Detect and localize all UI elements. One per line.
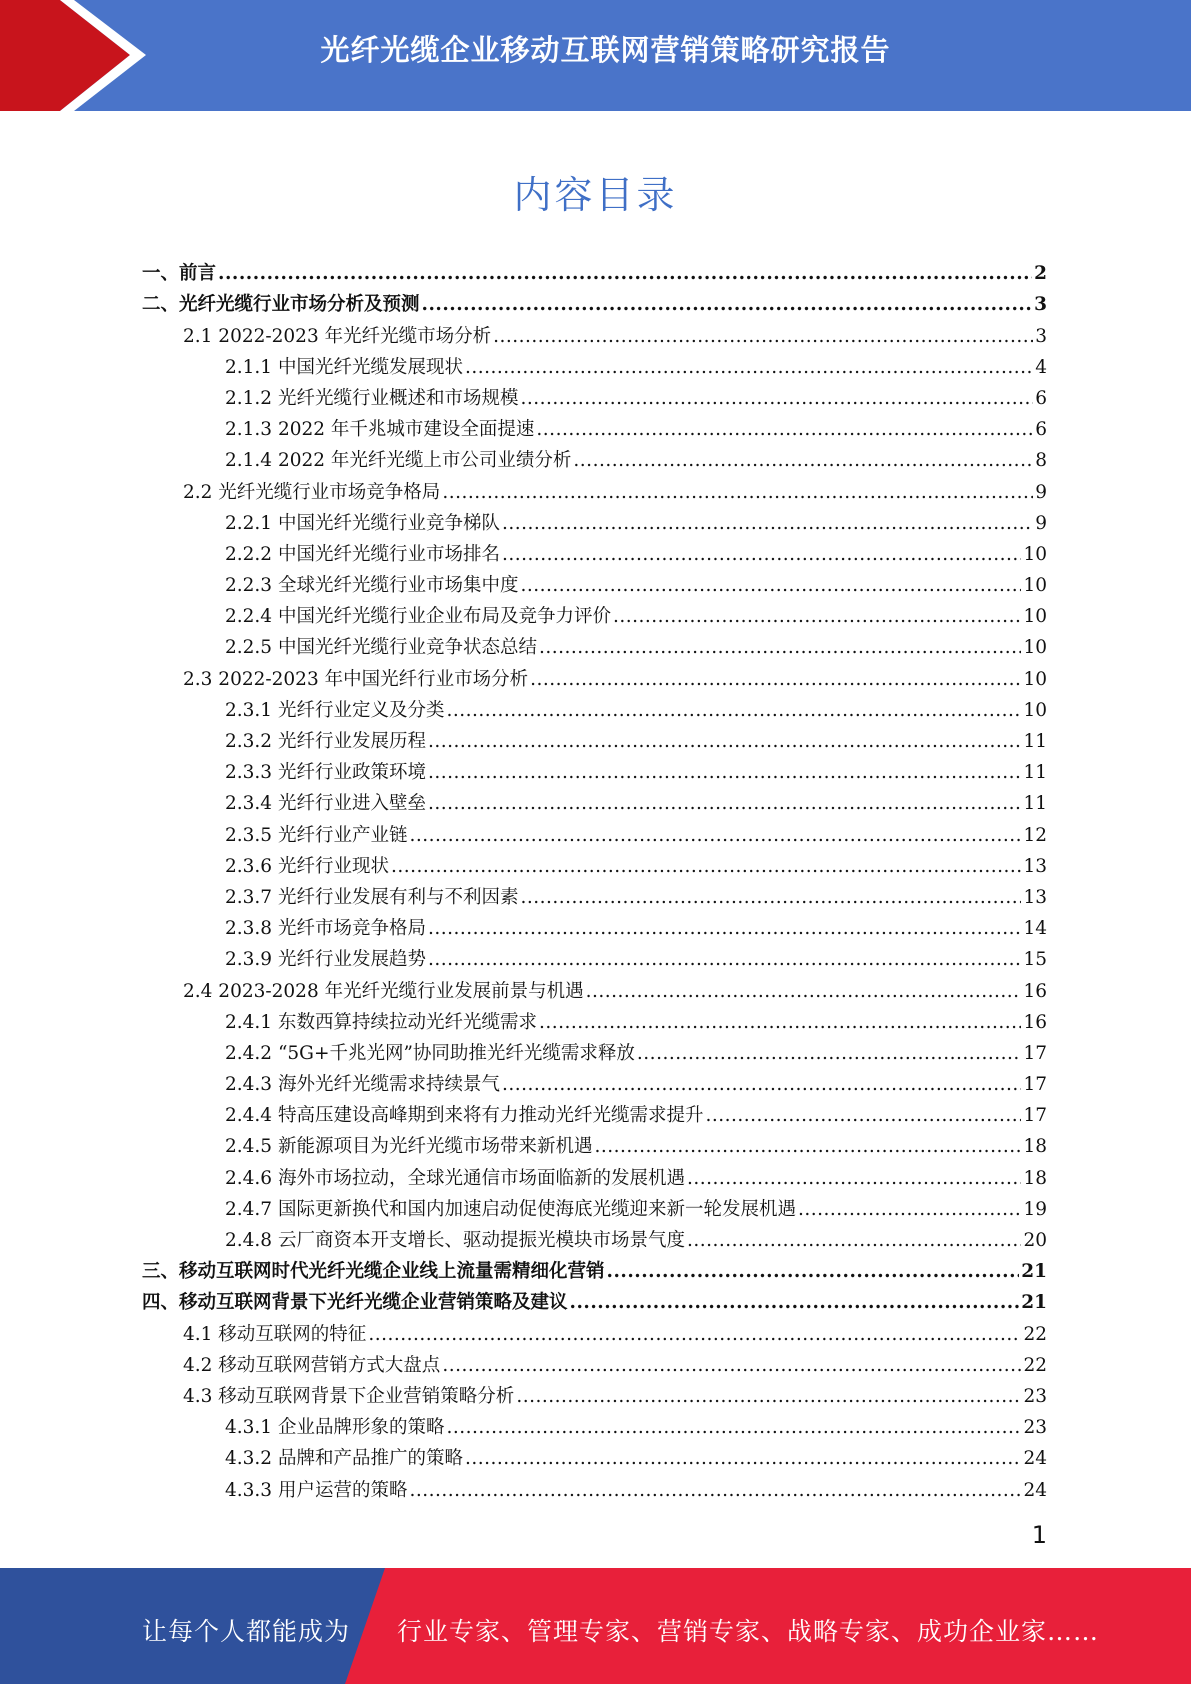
toc-entry-page: 9	[1035, 481, 1047, 503]
toc-entry[interactable]	[142, 878, 1047, 909]
toc-entry-label: 2.4.7 国际更新换代和国内加速启动促使海底光缆迎来新一轮发展机遇	[225, 1198, 796, 1220]
toc-entry[interactable]	[142, 535, 1047, 566]
toc-entry-page: 17	[1023, 1074, 1047, 1096]
toc-leader-dots	[705, 1105, 1021, 1127]
toc-entry[interactable]	[142, 1252, 1047, 1283]
toc-entry-label: 2.3.2 光纤行业发展历程	[225, 731, 426, 752]
toc-entry-label: 2.3.3 光纤行业政策环境	[225, 762, 426, 784]
toc-leader-dots	[502, 544, 1021, 566]
toc-entry-page: 13	[1023, 855, 1047, 877]
toc-entry-page: 10	[1023, 543, 1047, 565]
toc-leader-dots	[530, 669, 1021, 691]
toc-entry-label: 二、光纤光缆行业市场分析及预测	[142, 294, 420, 316]
toc-leader-dots	[798, 1199, 1021, 1221]
toc-entry[interactable]	[142, 1065, 1047, 1096]
toc-entry[interactable]	[142, 1096, 1047, 1127]
toc-entry[interactable]	[142, 1408, 1047, 1439]
toc-entry-label: 2.3 2022-2023 年中国光纤行业市场分析	[183, 668, 529, 690]
toc-entry-page: 10	[1023, 637, 1047, 659]
toc-entry-label: 2.2.5 中国光纤光缆行业竞争状态总结	[225, 637, 537, 659]
toc-entry-page: 4	[1035, 356, 1047, 378]
toc-leader-dots	[502, 1074, 1021, 1096]
toc-entry[interactable]	[142, 316, 1047, 347]
toc-entry-label: 2.1.3 2022 年千兆城市建设全面提速	[225, 419, 535, 441]
toc-entry-label: 2.1 2022-2023 年光纤光缆市场分析	[183, 325, 492, 347]
toc-leader-dots	[442, 482, 1033, 504]
toc-entry-label: 2.3.6 光纤行业现状	[225, 855, 389, 877]
toc-entry[interactable]	[142, 566, 1047, 597]
toc-entry-page: 10	[1023, 606, 1047, 628]
toc-leader-dots	[428, 731, 1021, 753]
toc-entry-page: 23	[1023, 1417, 1047, 1439]
toc-entry[interactable]	[142, 1221, 1047, 1252]
toc-leader-dots	[520, 575, 1021, 597]
toc-entry-label: 2.3.1 光纤行业定义及分类	[225, 699, 445, 721]
toc-entry-page: 19	[1023, 1198, 1047, 1220]
toc-entry-label: 2.3.7 光纤行业发展有利与不利因素	[225, 886, 519, 908]
toc-leader-dots	[520, 388, 1033, 410]
toc-entry[interactable]	[142, 940, 1047, 971]
toc-entry-page: 11	[1023, 762, 1047, 784]
toc-leader-dots	[218, 263, 1032, 285]
toc-entry-page: 6	[1035, 387, 1047, 409]
footer-slogan-left: 让每个人都能成为	[142, 1617, 351, 1646]
toc-entry-label: 4.3.2 品牌和产品推广的策略	[225, 1448, 463, 1470]
toc-entry-label: 2.3.9 光纤行业发展趋势	[225, 949, 426, 971]
toc-entry-page: 23	[1023, 1385, 1047, 1407]
toc-entry[interactable]	[142, 410, 1047, 441]
toc-entry-page: 2	[1034, 263, 1047, 285]
toc-leader-dots	[493, 326, 1033, 348]
toc-leader-dots	[442, 1355, 1021, 1377]
toc-entry-label: 四、移动互联网背景下光纤光缆企业营销策略及建议	[142, 1292, 568, 1314]
toc-leader-dots	[613, 606, 1021, 628]
toc-entry-label: 一、前言	[142, 263, 217, 285]
toc-entry-label: 2.4 2023-2028 年光纤光缆行业发展前景与机遇	[183, 980, 584, 1002]
toc-entry-page: 21	[1021, 1261, 1047, 1283]
toc-entry-label: 2.2 光纤光缆行业市场竞争格局	[183, 481, 441, 503]
toc-entry-label: 2.4.8 云厂商资本开支增长、驱动提振光模块市场景气度	[225, 1230, 685, 1251]
toc-entry-label: 4.3.1 企业品牌形象的策略	[225, 1417, 445, 1439]
report-title: 光纤光缆企业移动互联网营销策略研究报告	[320, 33, 891, 67]
toc-leader-dots	[687, 1168, 1021, 1190]
toc-entry[interactable]	[142, 659, 1047, 690]
toc-entry-label: 4.3 移动互联网背景下企业营销策略分析	[183, 1385, 515, 1407]
toc-entry[interactable]	[142, 1283, 1047, 1314]
toc-entry[interactable]	[142, 909, 1047, 940]
toc-entry-page: 18	[1023, 1136, 1047, 1158]
toc-entry-label: 4.1 移动互联网的特征	[183, 1323, 367, 1345]
toc-entry-label: 2.1.2 光纤光缆行业概述和市场规模	[225, 387, 519, 409]
toc-entry[interactable]	[142, 1470, 1047, 1501]
toc-entry-label: 2.1.1 中国光纤光缆发展现状	[225, 356, 463, 378]
toc-leader-dots	[607, 1261, 1020, 1283]
toc-entry[interactable]	[142, 847, 1047, 878]
toc-entry[interactable]	[142, 472, 1047, 503]
footer-slogan-right: 行业专家、管理专家、营销专家、战略专家、成功企业家……	[397, 1617, 1100, 1646]
toc-entry-label: 2.4.2 “5G+千兆光网”协同助推光纤光缆需求释放	[225, 1042, 635, 1064]
toc-heading: 内容目录	[513, 173, 678, 217]
toc-entry-label: 2.4.3 海外光纤光缆需求持续景气	[225, 1074, 500, 1096]
toc-entry-page: 24	[1023, 1448, 1047, 1470]
toc-entry[interactable]	[142, 753, 1047, 784]
toc-entry-label: 2.3.5 光纤行业产业链	[225, 824, 408, 846]
toc-leader-dots	[536, 419, 1033, 441]
toc-entry-label: 2.3.4 光纤行业进入壁垒	[225, 793, 426, 815]
toc-entry-label: 2.4.4 特高压建设高峰期到来将有力推动光纤光缆需求提升	[225, 1105, 704, 1127]
toc-leader-dots	[428, 762, 1021, 784]
toc-entry[interactable]	[142, 815, 1047, 846]
toc-leader-dots	[586, 981, 1022, 1003]
toc-leader-dots	[539, 637, 1021, 659]
toc-leader-dots	[409, 1480, 1021, 1502]
toc-entry-label: 2.2.4 中国光纤光缆行业企业布局及竞争力评价	[225, 606, 611, 628]
toc-leader-dots	[422, 294, 1033, 316]
toc-leader-dots	[594, 1136, 1021, 1158]
toc-entry-page: 17	[1023, 1105, 1047, 1127]
toc-entry-page: 9	[1035, 512, 1047, 534]
header-band	[0, 0, 1191, 111]
toc-entry-label: 2.2.2 中国光纤光缆行业市场排名	[225, 543, 500, 565]
toc-leader-dots	[573, 450, 1033, 472]
table-of-contents	[142, 254, 1047, 1502]
toc-entry-page: 10	[1023, 668, 1047, 690]
toc-leader-dots	[520, 887, 1021, 909]
toc-entry-page: 8	[1035, 450, 1047, 472]
toc-entry[interactable]	[142, 628, 1047, 659]
toc-entry-page: 18	[1023, 1167, 1047, 1189]
toc-entry-page: 10	[1023, 699, 1047, 721]
toc-leader-dots	[516, 1386, 1021, 1408]
toc-entry-page: 3	[1035, 325, 1047, 347]
toc-entry-page: 21	[1021, 1292, 1047, 1314]
toc-entry[interactable]	[142, 1346, 1047, 1377]
toc-entry[interactable]	[142, 1314, 1047, 1345]
toc-entry-page: 22	[1023, 1323, 1047, 1345]
toc-entry[interactable]	[142, 1127, 1047, 1158]
toc-entry-page: 15	[1023, 949, 1047, 971]
toc-entry-label: 4.2 移动互联网营销方式大盘点	[183, 1354, 441, 1376]
toc-entry-page: 24	[1023, 1479, 1047, 1501]
toc-leader-dots	[465, 1448, 1021, 1470]
toc-entry-page: 6	[1035, 419, 1047, 441]
toc-entry-page: 12	[1023, 824, 1047, 846]
page-number: 1	[1031, 1521, 1047, 1549]
toc-entry[interactable]	[142, 722, 1047, 753]
toc-entry-label: 2.4.6 海外市场拉动，全球光通信市场面临新的发展机遇	[225, 1167, 685, 1189]
toc-entry[interactable]	[142, 784, 1047, 815]
toc-entry[interactable]	[142, 1003, 1047, 1034]
toc-entry-label: 2.3.8 光纤市场竞争格局	[225, 918, 426, 940]
toc-entry[interactable]	[142, 597, 1047, 628]
toc-leader-dots	[570, 1292, 1020, 1314]
toc-entry-label: 2.2.1 中国光纤光缆行业竞争梯队	[225, 512, 500, 534]
toc-leader-dots	[428, 918, 1021, 940]
toc-leader-dots	[368, 1324, 1021, 1346]
toc-entry-page: 11	[1023, 793, 1047, 815]
toc-leader-dots	[539, 1012, 1021, 1034]
toc-entry[interactable]	[142, 971, 1047, 1002]
toc-entry-label: 三、移动互联网时代光纤光缆企业线上流量需精细化营销	[142, 1261, 605, 1283]
toc-entry[interactable]	[142, 504, 1047, 535]
toc-entry-label: 2.4.5 新能源项目为光纤光缆市场带来新机遇	[225, 1136, 593, 1158]
toc-leader-dots	[428, 949, 1021, 971]
toc-leader-dots	[428, 793, 1021, 815]
toc-entry-page: 10	[1023, 575, 1047, 597]
toc-entry-label: 2.4.1 东数西算持续拉动光纤光缆需求	[225, 1011, 537, 1033]
toc-leader-dots	[446, 1417, 1021, 1439]
toc-leader-dots	[502, 513, 1033, 535]
toc-entry[interactable]	[142, 254, 1047, 285]
toc-leader-dots	[446, 700, 1021, 722]
toc-entry-page: 14	[1023, 918, 1047, 940]
toc-leader-dots	[391, 856, 1021, 878]
toc-entry-page: 22	[1023, 1354, 1047, 1376]
toc-leader-dots	[465, 357, 1033, 379]
toc-entry[interactable]	[142, 1377, 1047, 1408]
toc-leader-dots	[687, 1230, 1021, 1252]
toc-leader-dots	[409, 825, 1021, 847]
toc-entry-label: 4.3.3 用户运营的策略	[225, 1479, 408, 1501]
toc-entry[interactable]	[142, 348, 1047, 379]
toc-entry-label: 2.1.4 2022 年光纤光缆上市公司业绩分析	[225, 450, 572, 472]
footer-band	[0, 1568, 1191, 1684]
toc-entry-page: 11	[1023, 731, 1047, 752]
toc-entry-page: 20	[1023, 1230, 1047, 1251]
toc-entry[interactable]	[142, 1439, 1047, 1470]
toc-entry[interactable]	[142, 1034, 1047, 1065]
toc-entry[interactable]	[142, 1158, 1047, 1189]
toc-leader-dots	[637, 1043, 1022, 1065]
toc-entry[interactable]	[142, 379, 1047, 410]
toc-entry-page: 3	[1034, 294, 1047, 316]
toc-entry-page: 16	[1023, 980, 1047, 1002]
toc-entry-page: 13	[1023, 886, 1047, 908]
toc-entry[interactable]	[142, 1190, 1047, 1221]
toc-entry-page: 17	[1023, 1042, 1047, 1064]
toc-entry-page: 16	[1023, 1011, 1047, 1033]
toc-entry[interactable]	[142, 441, 1047, 472]
toc-entry[interactable]	[142, 691, 1047, 722]
toc-entry-label: 2.2.3 全球光纤光缆行业市场集中度	[225, 575, 519, 597]
toc-entry[interactable]	[142, 285, 1047, 316]
